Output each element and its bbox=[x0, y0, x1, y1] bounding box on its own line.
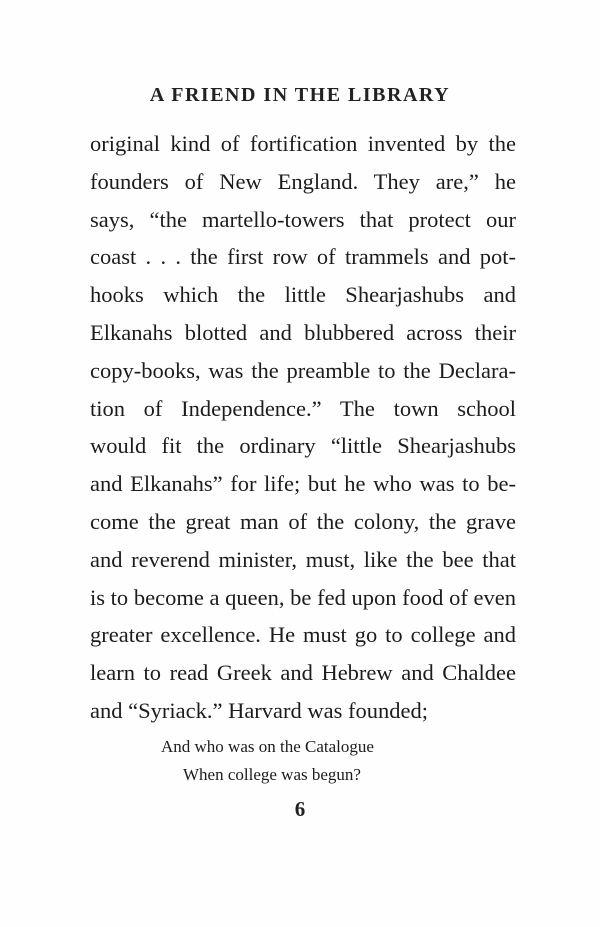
text-line: and “Syriack.” Harvard was founded; bbox=[90, 697, 428, 723]
page-number: 6 bbox=[294, 797, 306, 821]
text-line: founders of New England. They are,” he bbox=[90, 168, 516, 194]
body-paragraph bbox=[90, 125, 516, 730]
text-line: tion of Independence.” The town school bbox=[90, 395, 516, 421]
text-line: says, “the martello-towers that protect our bbox=[90, 206, 516, 232]
text-line: and reverend minister, must, like the bee that bbox=[90, 546, 516, 572]
text-line: hooks which the little Shearjashubs and bbox=[90, 282, 516, 308]
text-line: original kind of fortification invented by the bbox=[90, 131, 516, 156]
text-line: copy-books, was the preamble to the Declara- bbox=[90, 357, 516, 383]
running-head: A FRIEND IN THE LIBRARY bbox=[149, 84, 451, 106]
text-line: would fit the ordinary “little Shearjashubs bbox=[90, 433, 516, 459]
verse-line: When college was begun? bbox=[183, 765, 361, 784]
text-line: greater excellence. He must go to college and bbox=[90, 622, 516, 648]
verse-quotation bbox=[0, 733, 600, 789]
text-line: learn to read Greek and Hebrew and Chaldee bbox=[90, 660, 516, 686]
verse-line: And who was on the Catalogue bbox=[161, 737, 374, 756]
text-line: is to become a queen, be fed upon food of even bbox=[90, 584, 516, 610]
text-line: come the great man of the colony, the grave bbox=[90, 508, 516, 534]
text-line: and Elkanahs” for life; but he who was to be- bbox=[90, 471, 516, 497]
text-line: Elkanahs blotted and blubbered across their bbox=[90, 319, 516, 345]
text-line: coast . . . the first row of trammels and pot- bbox=[90, 244, 516, 270]
